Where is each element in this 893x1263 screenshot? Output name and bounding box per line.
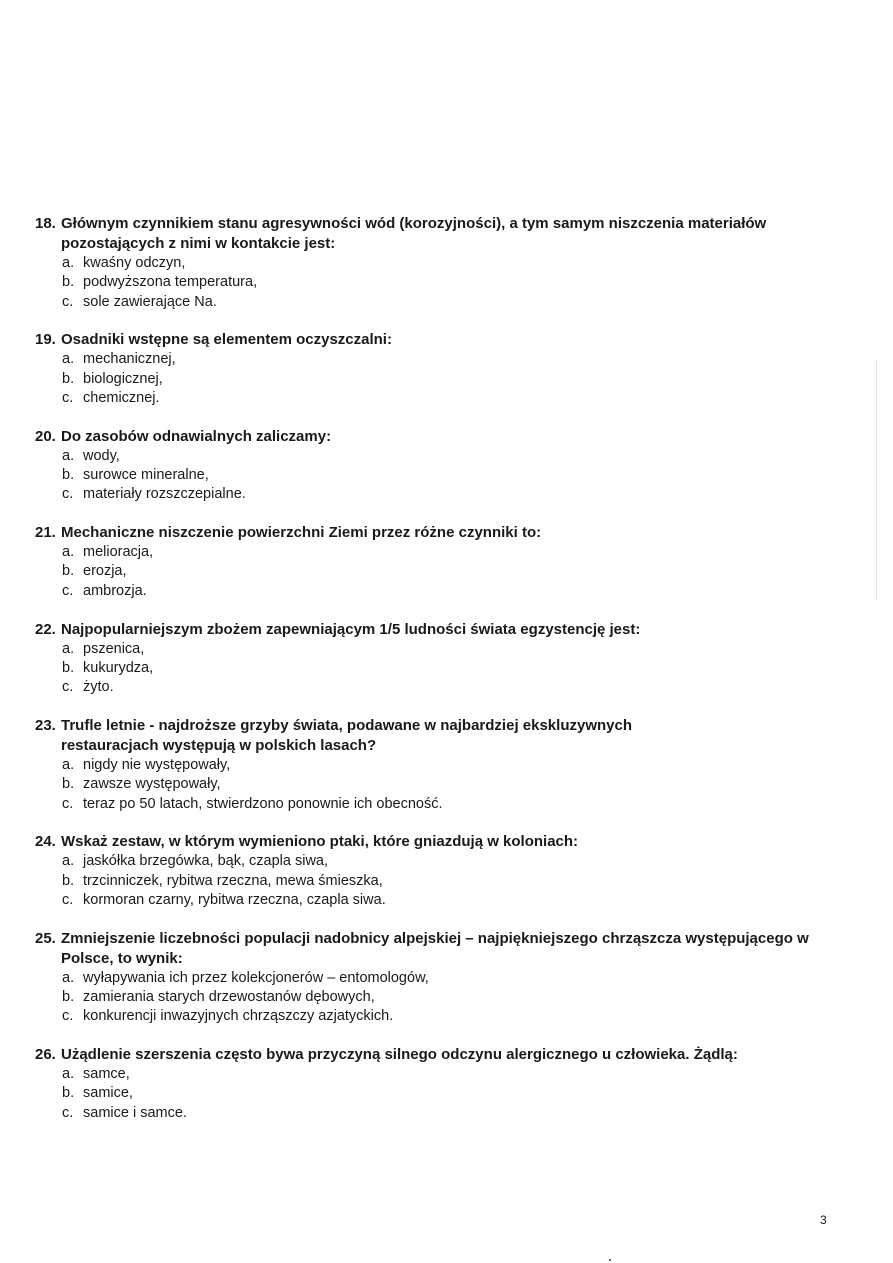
option-c: [62, 582, 835, 601]
option-text: konkurencji inwazyjnych chrząszczy azjatyckich.: [83, 1008, 394, 1025]
question-23: [35, 716, 835, 814]
option-text: materiały rozszczepialne.: [83, 486, 246, 503]
question-title: [35, 620, 835, 640]
option-b: [62, 659, 835, 678]
question-title: [35, 523, 835, 543]
option-a: [62, 852, 835, 871]
option-text: samice,: [83, 1085, 133, 1102]
option-text: wody,: [83, 447, 120, 464]
question-number: 22.: [35, 620, 56, 638]
option-letter: c.: [62, 679, 74, 696]
option-text: podwyższona temperatura,: [83, 274, 258, 291]
option-letter: b.: [62, 872, 75, 889]
question-text: Zmniejszenie liczebności populacji nadobnicy alpejskiej – najpiękniejszego chrząszcza występującego w Polsce, to wynik:: [61, 929, 809, 967]
option-letter: b.: [62, 467, 75, 484]
option-c: [62, 389, 835, 408]
option-text: mechanicznej,: [83, 351, 176, 368]
option-letter: c.: [62, 1104, 74, 1121]
option-list: [35, 969, 835, 1027]
option-b: [62, 273, 835, 292]
option-letter: c.: [62, 891, 74, 908]
option-letter: c.: [62, 486, 74, 503]
option-letter: a.: [62, 544, 75, 561]
option-text: melioracja,: [83, 544, 154, 561]
question-number: 21.: [35, 524, 56, 542]
option-b: [62, 562, 835, 581]
option-text: trzcinniczek, rybitwa rzeczna, mewa śmieszka,: [83, 872, 383, 889]
question-number: 25.: [35, 929, 56, 947]
option-text: kukurydza,: [83, 659, 154, 676]
option-list: [35, 350, 835, 408]
question-text: Do zasobów odnawialnych zaliczamy:: [61, 427, 332, 445]
option-a: [62, 969, 835, 988]
option-text: ambrozja.: [83, 582, 147, 599]
question-title: [35, 716, 835, 756]
option-a: [62, 756, 835, 775]
option-list: [35, 254, 835, 312]
option-c: [62, 1104, 835, 1123]
option-letter: a.: [62, 1066, 75, 1083]
option-letter: b.: [62, 274, 75, 291]
option-letter: a.: [62, 351, 75, 368]
option-letter: b.: [62, 776, 75, 793]
option-c: [62, 485, 835, 504]
option-letter: a.: [62, 969, 75, 986]
option-text: kwaśny odczyn,: [83, 255, 186, 271]
option-list: [35, 852, 835, 910]
question-20: [35, 427, 835, 505]
option-text: pszenica,: [83, 640, 145, 657]
option-text: samce,: [83, 1066, 130, 1083]
option-a: [62, 254, 835, 273]
option-c: [62, 891, 835, 910]
question-text: Trufle letnie - najdroższe grzyby świata, podawane w najbardziej ekskluzywnych restauracjach występują w polskich lasach?: [61, 716, 632, 754]
question-24: [35, 832, 835, 910]
option-a: [62, 1065, 835, 1084]
question-number: 24.: [35, 833, 56, 851]
option-text: biologicznej,: [83, 370, 163, 387]
question-number: 18.: [35, 215, 56, 232]
option-text: chemicznej.: [83, 389, 160, 406]
option-b: [62, 370, 835, 389]
question-title: [35, 1045, 835, 1065]
option-letter: a.: [62, 640, 75, 657]
option-c: [62, 678, 835, 697]
option-letter: a.: [62, 756, 75, 773]
option-letter: c.: [62, 795, 74, 812]
option-text: jaskółka brzegówka, bąk, czapla siwa,: [83, 853, 329, 870]
option-letter: b.: [62, 370, 75, 387]
question-number: 19.: [35, 331, 56, 349]
question-number: 20.: [35, 427, 56, 445]
option-letter: b.: [62, 659, 75, 676]
question-22: [35, 620, 835, 698]
option-letter: c.: [62, 1008, 74, 1025]
option-text: zamierania starych drzewostanów dębowych,: [83, 989, 375, 1006]
question-title: [35, 832, 835, 852]
question-list: [35, 214, 835, 1123]
option-text: surowce mineralne,: [83, 467, 209, 484]
option-letter: c.: [62, 582, 74, 599]
question-21: [35, 523, 835, 601]
question-25: [35, 929, 835, 1027]
question-18: [35, 214, 835, 312]
option-letter: b.: [62, 563, 75, 580]
option-text: nigdy nie występowały,: [83, 756, 231, 773]
option-list: [35, 640, 835, 698]
question-title: [35, 214, 835, 254]
question-text: Najpopularniejszym zbożem zapewniającym 1/5 ludności świata egzystencję jest:: [61, 620, 641, 638]
question-19: [35, 330, 835, 408]
option-letter: a.: [62, 447, 75, 464]
question-text: Użądlenie szerszenia często bywa przyczyną silnego odczynu alergicznego u człowieka. Żądlą:: [61, 1046, 738, 1064]
option-text: kormoran czarny, rybitwa rzeczna, czapla siwa.: [83, 891, 386, 908]
option-list: [35, 1065, 835, 1123]
option-letter: a.: [62, 853, 75, 870]
option-letter: b.: [62, 1085, 75, 1102]
option-b: [62, 988, 835, 1007]
option-c: [62, 1007, 835, 1026]
question-title: [35, 427, 835, 447]
option-a: [62, 447, 835, 466]
question-26: [35, 1045, 835, 1123]
option-a: [62, 543, 835, 562]
option-a: [62, 350, 835, 369]
option-letter: c.: [62, 389, 74, 406]
option-list: [35, 756, 835, 814]
question-number: 23.: [35, 716, 56, 734]
option-text: żyto.: [83, 679, 114, 696]
option-b: [62, 466, 835, 485]
option-b: [62, 1084, 835, 1103]
option-c: [62, 293, 835, 312]
option-letter: b.: [62, 989, 75, 1006]
option-a: [62, 640, 835, 659]
option-c: [62, 795, 835, 814]
option-letter: a.: [62, 255, 75, 271]
option-list: [35, 447, 835, 505]
option-text: teraz po 50 latach, stwierdzono ponownie ich obecność.: [83, 795, 443, 812]
question-text: Mechaniczne niszczenie powierzchni Ziemi przez różne czynniki to:: [61, 524, 542, 542]
question-number: 26.: [35, 1046, 56, 1064]
option-b: [62, 775, 835, 794]
option-text: wyłapywania ich przez kolekcjonerów – entomologów,: [83, 969, 429, 986]
option-text: zawsze występowały,: [83, 776, 221, 793]
question-text: Głównym czynnikiem stanu agresywności wód (korozyjności), a tym samym niszczenia materiałów pozostających z nimi w kontakcie jest:: [61, 215, 767, 252]
question-text: Osadniki wstępne są elementem oczyszczalni:: [61, 331, 392, 349]
scan-speck: [609, 1259, 611, 1261]
page-number: 3: [820, 1213, 827, 1227]
question-title: [35, 929, 835, 969]
option-text: erozja,: [83, 563, 127, 580]
option-text: samice i samce.: [83, 1104, 187, 1121]
question-text: Wskaż zestaw, w którym wymieniono ptaki, które gniazdują w koloniach:: [61, 833, 579, 851]
option-text: sole zawierające Na.: [83, 293, 217, 310]
option-b: [62, 872, 835, 891]
page-edge-shadow: [876, 360, 877, 600]
option-letter: c.: [62, 293, 74, 310]
option-list: [35, 543, 835, 601]
question-title: [35, 330, 835, 350]
